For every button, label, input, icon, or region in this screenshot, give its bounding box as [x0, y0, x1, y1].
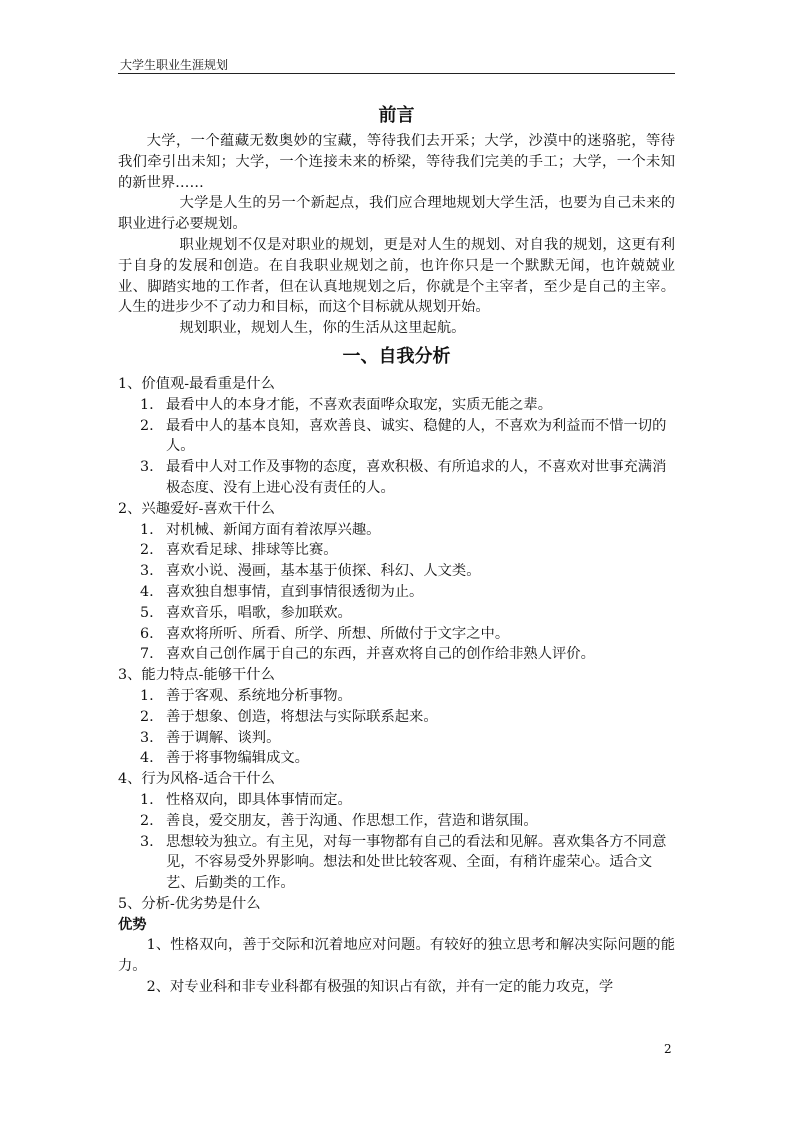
preface-paragraph: 大学，一个蕴藏无数奥妙的宝藏，等待我们去开采；大学，沙漠中的迷骆驼，等待我们牵引出未知；大学，一个连接未来的桥梁，等待我们完美的手工；大学，一个未知的新世界…… — [118, 133, 675, 191]
category-list — [118, 686, 675, 769]
list-item — [118, 624, 675, 645]
item-text: 善于客观、系统地分析事物。 — [166, 687, 352, 704]
item-text: 善于想象、创造，将想法与实际联系起来。 — [166, 708, 438, 725]
item-number: 1. — [140, 687, 154, 704]
page-content — [118, 103, 675, 998]
item-text: 最看中人的本身才能，不喜欢表面哗众取宠，实质无能之辈。 — [166, 396, 553, 413]
preface-paragraph: 规划职业，规划人生，你的生活从这里起航。 — [179, 320, 466, 337]
category-list — [118, 520, 675, 666]
item-number: 7. — [140, 646, 154, 663]
item-number: 2. — [140, 812, 154, 829]
item-text: 善于调解、谈判。 — [166, 729, 281, 746]
strength-paragraph: 2、对专业科和非专业科都有极强的知识占有欲，并有一定的能力攻克，学 — [146, 979, 614, 996]
analysis-heading: 5、分析-优劣势是什么 — [118, 895, 261, 912]
page-number: 2 — [664, 1042, 672, 1056]
preface-paragraph: 大学是人生的另一个新起点，我们应合理地规划大学生活，也要为自己未来的职业进行必要规划。 — [118, 195, 675, 233]
item-text: 最看中人的基本良知，喜欢善良、诚实、稳健的人，不喜欢为利益而不惜一切的人。 — [166, 417, 667, 455]
item-number: 4. — [140, 583, 154, 600]
list-item — [118, 832, 675, 894]
item-text: 喜欢将所听、所看、所学、所想、所做付于文字之中。 — [166, 625, 510, 642]
header-rule — [118, 73, 675, 74]
item-number: 2. — [140, 417, 154, 434]
list-item — [118, 520, 675, 541]
list-item — [118, 561, 675, 582]
item-text: 最看中人对工作及事物的态度，喜欢积极、有所追求的人，不喜欢对世事充满消极态度、没有上进心没有责任的人。 — [166, 459, 667, 496]
list-item — [118, 644, 675, 665]
item-number: 1. — [140, 791, 154, 808]
item-text: 善于将事物编辑成文。 — [166, 750, 309, 767]
list-item — [118, 748, 675, 769]
list-item — [118, 457, 675, 499]
list-item — [118, 811, 675, 832]
item-number: 3. — [140, 459, 154, 476]
item-number: 3. — [140, 833, 154, 850]
running-header: 大学生职业生涯规划 — [120, 58, 229, 72]
item-number: 5. — [140, 604, 154, 621]
list-item — [118, 540, 675, 561]
list-item — [118, 728, 675, 749]
list-item — [118, 416, 675, 458]
preface-paragraph: 职业规划不仅是对职业的规划，更是对人生的规划、对自我的规划，这更有利于自身的发展和创造。在自我职业规划之前，也许你只是一个默默无闻，也许兢兢业业、脚踏实地的工作者，但在认真地规划之后，你就是个主宰者，至少是自己的主宰。人生的进步少不了动力和目标，而这个目标就从规划开始。 — [118, 236, 675, 316]
item-text: 善良，爱交朋友，善于沟通、作思想工作，营造和谐氛围。 — [166, 812, 538, 829]
item-number: 3. — [140, 563, 154, 580]
item-number: 2. — [140, 542, 154, 559]
list-item — [118, 603, 675, 624]
item-text: 喜欢音乐，唱歌，参加联欢。 — [166, 604, 352, 621]
item-number: 6. — [140, 625, 154, 642]
item-text: 性格双向，即具体事情而定。 — [166, 791, 352, 808]
list-item — [118, 395, 675, 416]
category-list — [118, 395, 675, 499]
category-heading: 2、兴趣爱好-喜欢干什么 — [118, 500, 275, 517]
item-number: 3. — [140, 729, 154, 746]
item-text: 对机械、新闻方面有着浓厚兴趣。 — [166, 521, 381, 538]
strength-paragraph: 1、性格双向，善于交际和沉着地应对问题。有较好的独立思考和解决实际问题的能力。 — [118, 937, 675, 975]
list-item — [118, 686, 675, 707]
item-text: 喜欢独自想事情，直到事情很透彻为止。 — [166, 583, 424, 600]
preface-title: 前言 — [378, 105, 415, 126]
item-number: 2. — [140, 708, 154, 725]
item-text: 喜欢小说、漫画，基本基于侦探、科幻、人文类。 — [166, 563, 481, 580]
list-item — [118, 582, 675, 603]
category-list — [118, 790, 675, 894]
category-heading: 3、能力特点-能够干什么 — [118, 667, 275, 684]
item-number: 1. — [140, 396, 154, 413]
strengths-label: 优势 — [118, 916, 147, 933]
list-item — [118, 790, 675, 811]
item-text: 思想较为独立。有主见，对每一事物都有自己的看法和见解。喜欢集各方不同意见，不容易受外界影响。想法和处世比较客观、全面，有稍许虚荣心。适合文艺、后勤类的工作。 — [166, 833, 667, 892]
item-text: 喜欢看足球、排球等比赛。 — [166, 542, 338, 559]
item-text: 喜欢自己创作属于自己的东西，并喜欢将自己的创作给非熟人评价。 — [166, 646, 595, 663]
list-item — [118, 707, 675, 728]
category-heading: 1、价值观-最看重是什么 — [118, 375, 275, 392]
item-number: 1. — [140, 521, 154, 538]
section-title: 一、自我分析 — [342, 345, 451, 367]
category-heading: 4、行为风格-适合干什么 — [118, 771, 275, 788]
item-number: 4. — [140, 750, 154, 767]
